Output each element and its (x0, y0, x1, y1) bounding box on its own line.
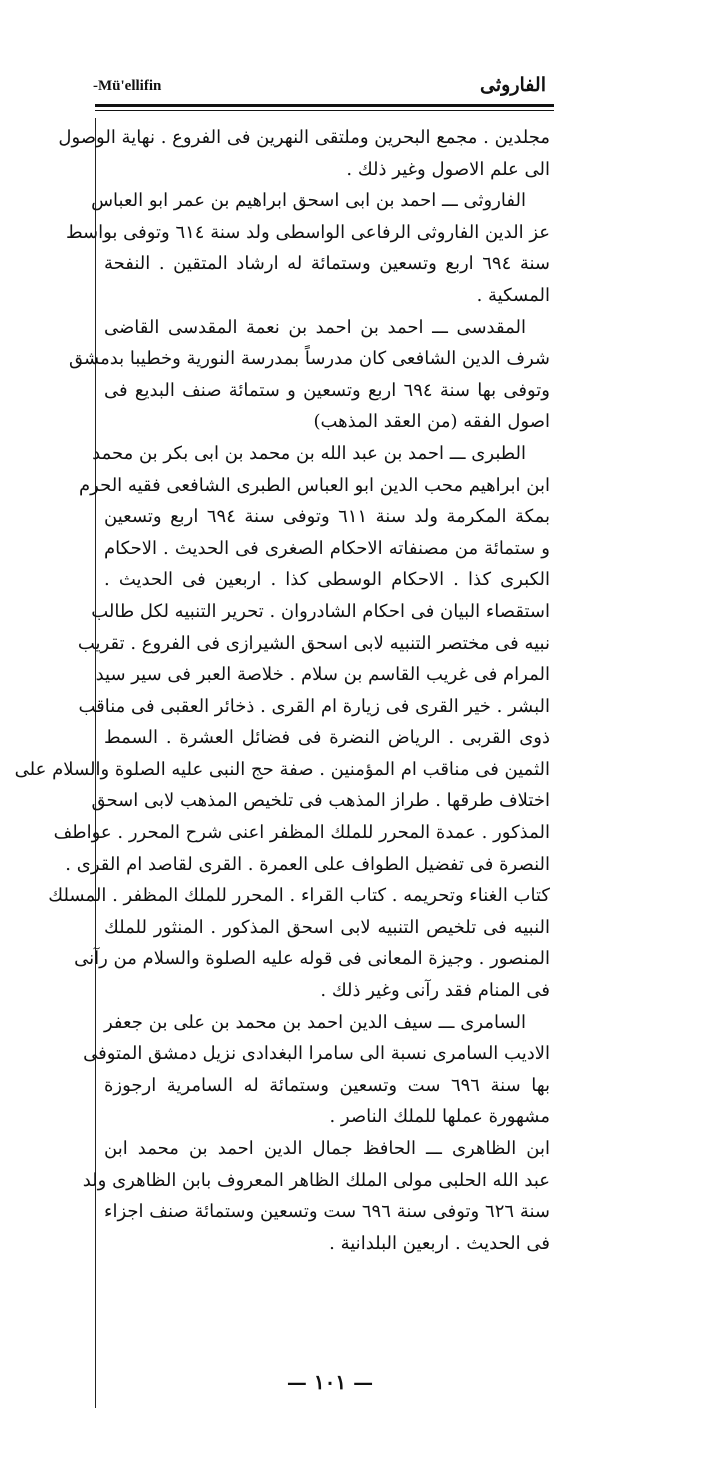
text-line: الاديب السامرى نسبة الى سامرا البغدادى نزيل دمشق المتوفى (83, 1043, 550, 1065)
text-line: البشر . خير القرى فى زيارة ام القرى . ذخائر العقبى فى مناقب (78, 695, 550, 717)
text-line: و ستمائة من مصنفاته الاحكام الصغرى فى الحديث . الاحكام (104, 537, 550, 559)
text-line: سنة ٦٩٤ اربع وتسعين وستمائة له ارشاد المتقين . النفحة (104, 253, 550, 275)
text-line: عز الدين الفاروثى الرفاعى الواسطى ولد سنة ٦١٤ وتوفى بواسط (65, 221, 550, 243)
text-line: الثمين فى مناقب ام المؤمنين . صفة حج النبى عليه الصلوة والسلام على (14, 758, 550, 780)
text-line: مجلدين . مجمع البحرين وملتقى النهرين فى الفروع . نهاية الوصول (58, 127, 550, 148)
text-line: سنة ٦٢٦ وتوفى سنة ٦٩٦ ست وتسعين وستمائة صنف اجزاء (104, 1201, 550, 1223)
header-rule-thin (95, 110, 554, 111)
text-line: بها سنة ٦٩٦ ست وتسعين وستمائة له السامرية ارجوزة (104, 1074, 550, 1096)
text-line: المنصور . وجيزة المعانى فى قوله عليه الصلوة والسلام من رآنى (74, 948, 550, 970)
text-line: المسكية . (476, 284, 550, 306)
body-text (14, 122, 550, 1259)
text-line: النبيه فى تلخيص التنبيه لابى اسحق المذكور . المنثور للملك (104, 916, 550, 938)
text-line: استقصاء البيان فى احكام الشادروان . تحرير التنبيه لكل طالب (91, 600, 550, 622)
text-line: نبيه فى مختصر التنبيه لابى اسحق الشيرازى فى الفروع . تقريب (77, 632, 550, 654)
text-line: الفاروثى ـــ احمد بن ابى اسحق ابراهيم بن عمر ابو العباس (91, 190, 526, 212)
text-line: اختلاف طرقها . طراز المذهب فى تلخيص المذهب لابى اسحق (91, 790, 550, 812)
text-line: الطبرى ـــ احمد بن عبد الله بن محمد بن ابى بكر بن محمد (92, 442, 526, 464)
text-line: ابن الظاهرى ـــ الحافظ جمال الدين احمد بن محمد ابن (104, 1138, 550, 1159)
text-line: اصول الفقه (من العقد المذهب) (313, 411, 550, 433)
text-line: المذكور . عمدة المحرر للملك المظفر اعنى شرح المحرر . عواطف (53, 822, 550, 844)
text-line: المرام فى غريب القاسم بن سلام . خلاصة العبر فى سير سيد (95, 664, 550, 686)
page-number: — ١٠١ — (286, 1370, 374, 1394)
header-left-label: -Mü'ellifin (93, 78, 162, 94)
text-line: السامرى ـــ سيف الدين احمد بن محمد بن على بن جعفر (104, 1011, 526, 1033)
text-line: النصرة فى تفضيل الطواف على العمرة . القرى لقاصد ام القرى . (65, 853, 550, 875)
text-line: المقدسى ـــ احمد بن احمد بن نعمة المقدسى القاضى (104, 316, 526, 338)
text-line: عبد الله الحلبى مولى الملك الظاهر المعروف بابن الظاهرى ولد (82, 1169, 550, 1191)
text-line: بمكة المكرمة ولد سنة ٦١١ وتوفى سنة ٦٩٤ اربع وتسعين (104, 506, 550, 528)
text-line: مشهورة عملها للملك الناصر . (329, 1106, 550, 1128)
text-line: فى المنام فقد رآنى وغير ذلك . (320, 980, 550, 1002)
text-line: وتوفى بها سنة ٦٩٤ اربع وتسعين و ستمائة صنف البديع فى (104, 379, 550, 401)
header-rule-thick (95, 104, 554, 107)
text-line: فى الحديث . اربعين البلدانية . (329, 1232, 550, 1254)
text-line: الكبرى كذا . الاحكام الوسطى كذا . اربعين فى الحديث . (104, 569, 550, 591)
text-line: شرف الدين الشافعى كان مدرساً بمدرسة النورية وخطيبا بدمشق (69, 348, 550, 370)
text-line: ابن ابراهيم محب الدين ابو العباس الطبرى الشافعى فقيه الحرم (79, 474, 550, 496)
text-line: كتاب الغناء وتحريمه . كتاب القراء . المحرر للملك المظفر . المسلك (48, 885, 550, 907)
header-right-label: الفاروثى (480, 74, 546, 96)
text-line: ذوى القربى . الرياض النضرة فى فضائل العشرة . السمط (104, 727, 550, 749)
text-line: الى علم الاصول وغير ذلك . (346, 158, 550, 180)
